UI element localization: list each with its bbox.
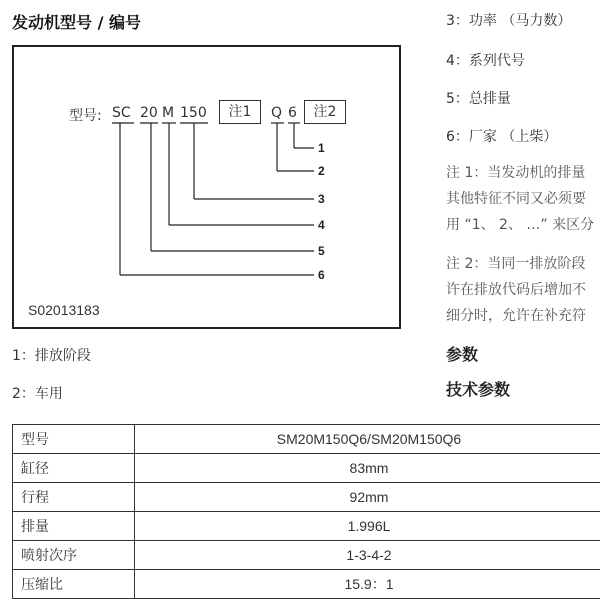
callout-1: 1 [318, 141, 325, 155]
note2-line-3: 细分时，允许在补充符 [446, 308, 586, 324]
note1-box: 注1 [219, 100, 261, 124]
code-part-q: Q [271, 105, 283, 121]
note1-line-1: 注 1：当发动机的排量 [446, 165, 586, 181]
spec-label: 喷射次序 [13, 541, 135, 570]
note2-line-2: 许在排放代码后增加不 [446, 282, 586, 298]
legend-item-6: 6：厂家 （上柴） [446, 129, 558, 145]
callout-6: 6 [318, 268, 325, 282]
spec-value: SM20M150Q6/SM20M150Q6 [135, 425, 600, 454]
table-row [13, 570, 600, 599]
code-part-sc: SC [112, 105, 131, 121]
code-part-6: 6 [288, 105, 297, 121]
note2-box: 注2 [304, 100, 346, 124]
spec-value: 92mm [135, 483, 600, 512]
table-row [13, 425, 600, 454]
spec-label: 型号 [13, 425, 135, 454]
code-part-150: 150 [180, 105, 207, 121]
callout-3: 3 [318, 192, 325, 206]
model-code-diagram [12, 45, 401, 329]
table-row [13, 512, 600, 541]
code-part-m: M [162, 105, 175, 121]
legend-item-2: 2：车用 [12, 386, 63, 402]
spec-label: 行程 [13, 483, 135, 512]
callout-lines [14, 47, 403, 331]
legend-item-1: 1：排放阶段 [12, 348, 91, 364]
spec-label: 压缩比 [13, 570, 135, 599]
spec-value: 1-3-4-2 [135, 541, 600, 570]
spec-value: 1.996L [135, 512, 600, 541]
spec-value: 15.9：1 [135, 570, 600, 599]
note1-line-3: 用 “1、 2、 …” 来区分 [446, 217, 595, 233]
callout-2: 2 [318, 164, 325, 178]
legend-item-5: 5：总排量 [446, 91, 511, 107]
tech-params-heading: 技术参数 [446, 380, 511, 399]
spec-label: 排量 [13, 512, 135, 541]
code-part-20: 20 [140, 105, 158, 121]
specs-table [12, 424, 600, 599]
note1-line-2: 其他特征不同又必须要 [446, 191, 586, 207]
callout-5: 5 [318, 244, 325, 258]
table-row [13, 454, 600, 483]
spec-label: 缸径 [13, 454, 135, 483]
page-title: 发动机型号 / 编号 [12, 13, 141, 32]
callout-4: 4 [318, 218, 325, 232]
table-row [13, 541, 600, 570]
legend-item-4: 4：系列代号 [446, 53, 525, 69]
params-heading: 参数 [446, 345, 479, 364]
spec-value: 83mm [135, 454, 600, 483]
model-prefix: 型号: [69, 108, 102, 124]
figure-id: S02013183 [28, 302, 100, 318]
table-row [13, 483, 600, 512]
note2-line-1: 注 2：当同一排放阶段 [446, 256, 586, 272]
legend-item-3: 3：功率 （马力数） [446, 13, 572, 29]
